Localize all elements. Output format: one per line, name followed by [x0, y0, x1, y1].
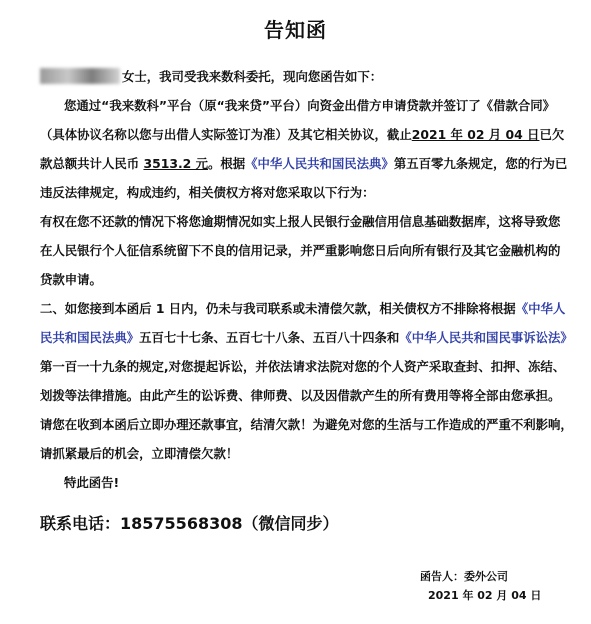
para4-line2: 请抓紧最后的机会，立即清偿欠款！ [40, 446, 239, 461]
contact-line [40, 515, 560, 533]
overdue-amount: 3513.2 元 [143, 156, 208, 171]
para1-line4: 违反法律规定，构成违约，相关债权方将对您采取以下行为： [40, 185, 375, 200]
law-reference: 《中华人民共和国民法典》 [245, 156, 394, 171]
redacted-name [40, 68, 120, 84]
salutation-text: 我司受我来数科委托，现向您函告如下： [159, 69, 383, 84]
para3-line4: 划拨等法律措施。由此产生的讼诉费、律师费、以及因借款产生的所有费用等将全部由您承担。 [40, 388, 561, 403]
salutation-line [40, 68, 560, 86]
law-reference: 《中华人 [515, 301, 566, 316]
para3-text: 二、如您接到本函后 1 日内，仍未与我司联系或未清偿欠款，相关债权方不排除将根据 [40, 301, 516, 316]
law-reference: 民共和国民法典》 [40, 330, 140, 345]
para2-line3: 贷款申请。 [40, 272, 102, 287]
para1-line3 [40, 155, 568, 173]
overdue-date: 2021 年 02 月 04 日 [411, 127, 540, 142]
closing-text: 特此函告! [64, 475, 120, 490]
law-reference: 《中华人民共和国民事诉讼法》 [399, 330, 573, 345]
para3-line2 [40, 329, 573, 347]
para3-line1 [40, 300, 566, 318]
signature-sender: 函告人：委外公司 [420, 570, 508, 583]
para3-text: 五百七十七条、五百七十八条、五百八十四条和 [139, 330, 400, 345]
para1-text: （具体协议名称以您与出借人实际签订为准）及其它相关协议，截止 [40, 127, 412, 142]
para1-text: 已欠 [539, 127, 565, 142]
para1-line2 [40, 126, 565, 144]
contact-note: （微信同步） [242, 514, 339, 533]
para1-text: 款总额共计人民币 [40, 156, 144, 171]
contact-phone: 18575568308 [120, 514, 243, 533]
para1-text: 第五百零九条规定，您的行为已 [393, 156, 568, 171]
para3-line3: 第一百一十九条的规定,对您提起诉讼，并依法请求法院对您的个人资产采取查封、扣押、冻结、 [40, 359, 566, 374]
para2-line2: 在人民银行个人征信系统留下不良的信用记录，并严重影响您日后向所有银行及其它金融机构的 [40, 243, 561, 258]
signature-date: 2021 年 02 月 04 日 [428, 589, 542, 602]
para1-line1: 您通过“我来数科”平台（原“我来贷”平台）向资金出借方申请贷款并签订了《借款合同》 [64, 98, 556, 113]
page-title: 告知函 [264, 18, 327, 42]
salutation-honorific: 女士， [122, 69, 160, 84]
para4-line1: 请您在收到本函后立即办理还款事宜，结清欠款！为避免对您的生活与工作造成的严重不利影响， [40, 417, 573, 432]
para2-line1: 有权在您不还款的情况下将您逾期情况如实上报人民银行金融信用信息基础数据库，这将导致您 [40, 214, 561, 229]
contact-label: 联系电话： [40, 514, 121, 533]
para1-text: 。根据 [207, 156, 246, 171]
